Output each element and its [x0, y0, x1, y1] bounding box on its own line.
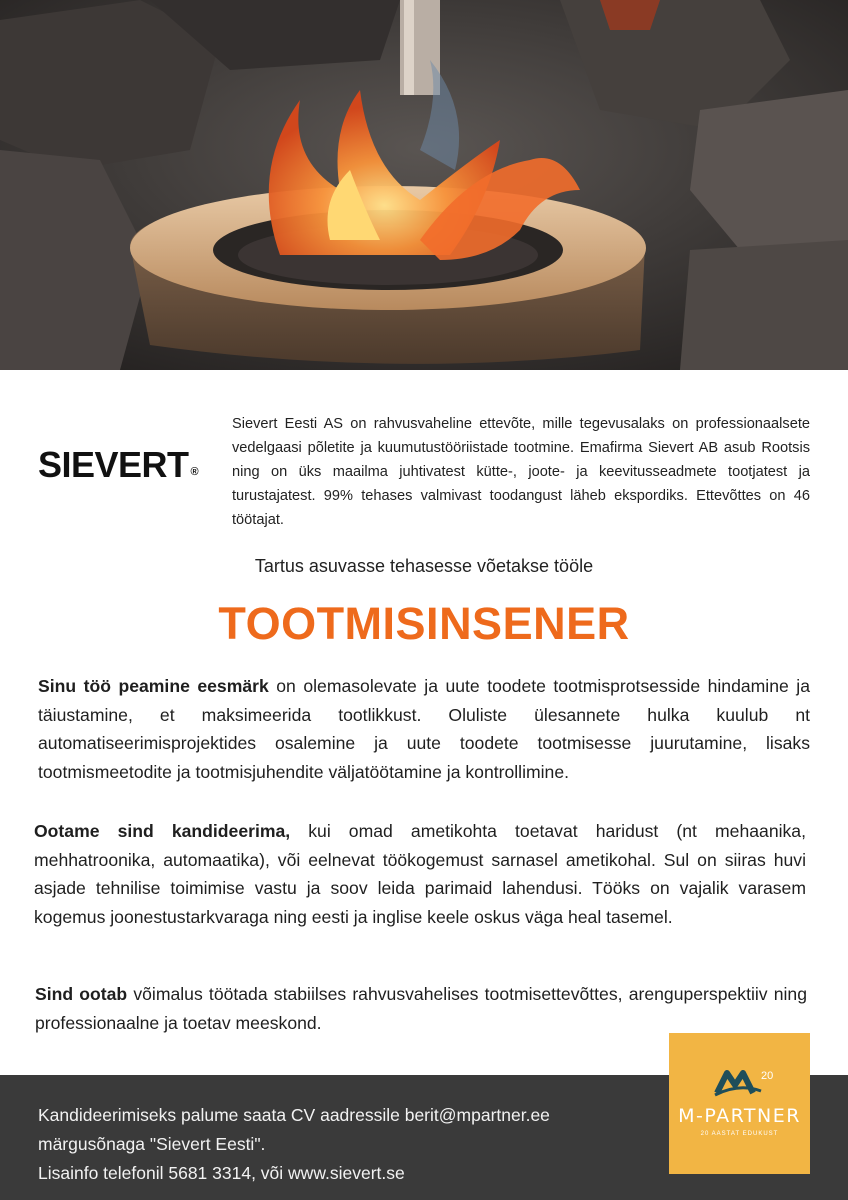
- m-partner-badge: [669, 1033, 810, 1174]
- footer-contact: [38, 1101, 550, 1188]
- m-partner-name: M-PARTNER: [678, 1105, 801, 1127]
- goal-paragraph: [38, 672, 810, 786]
- offer-text: võimalus töötada stabiilses rahvusvahelises tootmisettevõttes, arenguperspektiiv ning professionaalne ja toetav meeskond.: [35, 984, 808, 1033]
- footer-line-keyword: märgusõnaga "Sievert Eesti".: [38, 1134, 266, 1154]
- footer-line-info: Lisainfo telefonil 5681 3314, või www.sievert.se: [38, 1163, 405, 1183]
- posting-subtitle: Tartus asuvasse tehasesse võetakse tööle: [254, 556, 594, 576]
- company-description-text: Sievert Eesti AS on rahvusvaheline ettevõte, mille tegevusalaks on professionaalsete vedelgaasi põletite ja kuumutustööriistade tootmine. Emafirma Sievert AB asub Rootsis ning on üks maailma juhtivatest kütte-, joote- ja keevitusseadmete tootjatest ja turustajatest. 99% tehases valmivast toodangust läheb ekspordiks. Ettevõttes on 46 töötajat.: [232, 416, 810, 528]
- sievert-logo: [38, 444, 199, 485]
- company-description: [232, 412, 810, 532]
- m-partner-tagline: 20 AASTAT EDUKUST: [700, 1131, 779, 1137]
- logo-text: SIEVERT: [38, 444, 189, 485]
- burner-flame-photo-icon: [0, 0, 848, 370]
- candidate-paragraph: [34, 817, 806, 931]
- candidate-text: kui omad ametikohta toetavat haridust (nt mehaanika, mehhatroonika, automaatika), või eelnevat töökogemust sarnasel ametikohal. Sul on siiras huvi asjade tehnilise toimimise vastu ja soov leida parimaid lahendusi. Tööks on vajalik varasem kogemus joonestustarkvaraga ning eesti ja inglise keele oskus väga heal tasemel.: [34, 821, 806, 927]
- footer-line-apply: Kandideerimiseks palume saata CV aadressile berit@mpartner.ee: [38, 1105, 550, 1125]
- offer-lead: Sind ootab: [35, 984, 128, 1004]
- goal-text: on olemasolevate ja uute toodete tootmisprotsesside hindamine ja täiustamine, et maksimeerida tootlikkust. Oluliste ülesannete hulka kuulub nt automatiseerimisprojektides osalemine ja uute toodete tootmisesse juurutamine, lisaks tootmismeetodite ja tootmisjuhendite väljatöötamine ja kontrollimine.: [38, 676, 810, 782]
- job-title: TOOTMISINSENER: [218, 598, 630, 649]
- hero-image: [0, 0, 848, 370]
- offer-paragraph: [35, 980, 807, 1037]
- m-partner-logo-icon: [669, 1033, 810, 1174]
- goal-lead: Sinu töö peamine eesmärk: [38, 676, 269, 696]
- candidate-lead: Ootame sind kandideerima,: [34, 821, 291, 841]
- anniversary-number: 20: [761, 1070, 774, 1082]
- registered-mark: ®: [190, 466, 199, 478]
